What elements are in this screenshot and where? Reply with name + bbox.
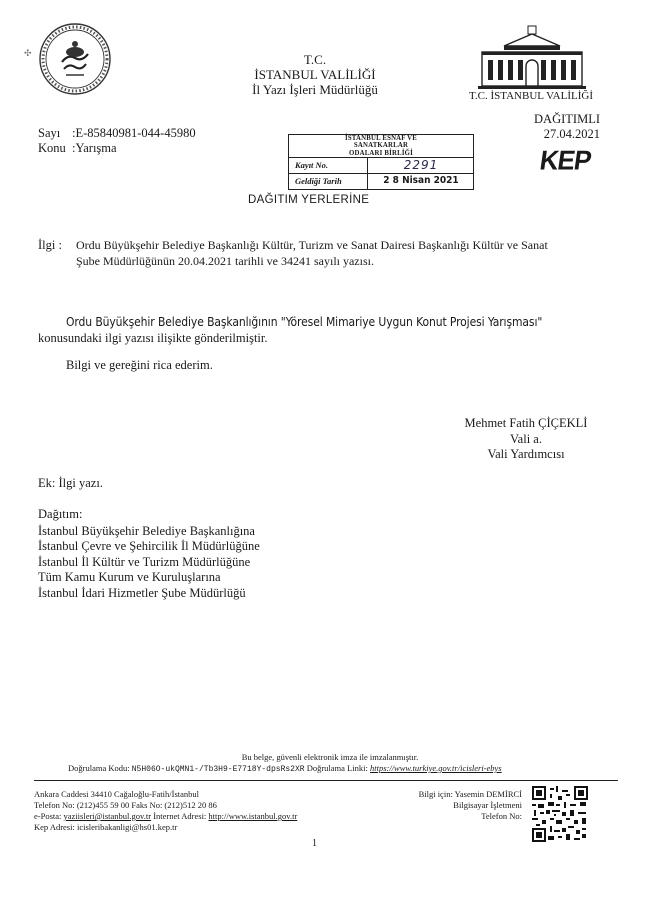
esign-note: Bu belge, güvenli elektronik imza ile imzalanmıştır. xyxy=(241,752,419,762)
verification-code-label: Doğrulama Kodu: xyxy=(68,763,130,773)
building-caption: T.C. İSTANBUL VALİLİĞİ xyxy=(469,90,593,102)
footer-kep: Kep Adresi: icisleribakanligi@hs01.kep.tr xyxy=(34,822,178,832)
sayi-value: :E-85840981-044-45980 xyxy=(72,126,196,140)
mark-icon: ✣ xyxy=(24,48,32,58)
distribution-item: İstanbul Büyükşehir Belediye Başkanlığına xyxy=(38,523,255,538)
signer-name: Mehmet Fatih ÇİÇEKLİ xyxy=(464,416,588,430)
footer-contact xyxy=(34,789,297,833)
qr-code xyxy=(532,786,588,842)
stamp-org-line3: ODALARI BİRLİĞİ xyxy=(349,149,413,157)
footer-info-name: Bilgi için: Yasemin DEMİRCİ xyxy=(418,789,522,799)
body-paragraph-line1: Ordu Büyükşehir Belediye Başkanlığının "Yöresel Mimariye Uygun Konut Projesi Yarışması" xyxy=(66,315,543,329)
header-valilik: İSTANBUL VALİLİĞİ xyxy=(254,67,376,82)
footer-divider xyxy=(34,780,618,781)
document-date: 27.04.2021 xyxy=(543,127,600,141)
footer-address: Ankara Caddesi 34410 Cağaloğlu-Fatih/İstanbul xyxy=(34,789,200,799)
attachment-line: Ek: İlgi yazı. xyxy=(38,476,103,490)
body-paragraph-2: Bilgi ve gereğini rica ederim. xyxy=(66,358,213,372)
header-mudurluk: İl Yazı İşleri Müdürlüğü xyxy=(252,82,378,97)
stamp-geldigi-label: Geldiği Tarih xyxy=(295,176,342,186)
footer-internet-link[interactable]: http://www.istanbul.gov.tr xyxy=(208,811,298,821)
kep-mark: KEP xyxy=(537,144,593,176)
registration-stamp xyxy=(288,134,474,190)
stamp-org-line2: SANATKARLAR xyxy=(353,142,409,150)
footer-internet-label: İnternet Adresi: xyxy=(153,811,207,821)
dagitimli-date xyxy=(500,112,600,142)
footer-email-line xyxy=(34,811,297,822)
footer-info-role: Bilgisayar İşletmeni xyxy=(453,800,522,810)
konu-value: :Yarışma xyxy=(72,141,117,155)
distribution-item: İstanbul İl Kültür ve Turizm Müdürlüğüne xyxy=(38,554,251,569)
verification-line xyxy=(68,763,502,775)
footer-info-phone: Telefon No: xyxy=(481,811,522,821)
building-logo xyxy=(474,24,590,90)
dagitimli-label: DAĞITIMLI xyxy=(534,112,600,126)
stamp-organization xyxy=(289,135,473,158)
stamp-org-line1: İSTANBUL ESNAF VE xyxy=(344,135,418,142)
signature-block xyxy=(446,416,606,463)
signer-title: Vali Yardımcısı xyxy=(487,447,565,461)
page-number: 1 xyxy=(312,838,317,849)
recipient-heading: DAĞITIM YERLERİNE xyxy=(248,194,370,206)
verification-link-label: Doğrulama Linki: xyxy=(306,763,368,773)
stamp-geldigi-value: 2 8 Nisan 2021 xyxy=(383,175,459,186)
letterhead xyxy=(200,52,430,97)
ilgi-line1: Ordu Büyükşehir Belediye Başkanlığı Kültür, Turizm ve Sanat Dairesi Başkanlığı Kültür ve Sanat xyxy=(76,238,548,252)
header-tc: T.C. xyxy=(303,52,327,67)
ilgi-label: İlgi : xyxy=(38,238,62,252)
distribution-heading: Dağıtım: xyxy=(38,507,83,521)
footer-email[interactable]: yaziisleri@istanbul.gov.tr xyxy=(63,811,152,821)
body-paragraph-line2: konusundaki ilgi yazısı ilişikte gönderilmiştir. xyxy=(38,331,268,345)
stamp-kayit-label: Kayıt No. xyxy=(295,160,329,170)
footer-info xyxy=(400,789,522,822)
stamp-kayit-row xyxy=(289,158,473,174)
konu-label: Konu xyxy=(38,141,66,155)
ministry-seal-logo xyxy=(38,22,112,96)
verification-link[interactable]: https://www.turkiye.gov.tr/icisleri-ebys xyxy=(369,763,502,773)
distribution-item: İstanbul İdari Hizmetler Şube Müdürlüğü xyxy=(38,585,246,600)
sayi-label: Sayı xyxy=(38,126,61,140)
verification-code: N5H06O-ukQMN1-/Tb3H9-E7718Y-dpsRs2XR xyxy=(131,765,305,774)
footer-email-label: e-Posta: xyxy=(34,811,62,821)
sayi-line xyxy=(38,126,196,141)
distribution-item: Tüm Kamu Kurum ve Kuruluşlarına xyxy=(38,570,221,584)
distribution-list xyxy=(38,507,260,601)
stamp-kayit-value: 2291 xyxy=(403,158,439,172)
signer-line2: Vali a. xyxy=(510,431,542,446)
footer-phone: Telefon No: (212)455 59 00 Faks No: (212)512 20 86 xyxy=(34,800,217,810)
stamp-geldigi-row xyxy=(289,174,473,189)
ilgi-line2: Şube Müdürlüğünün 20.04.2021 tarihli ve 34241 sayılı yazısı. xyxy=(76,254,374,268)
distribution-item: İstanbul Çevre ve Şehircilik İl Müdürlüğüne xyxy=(38,539,260,553)
konu-line xyxy=(38,141,117,156)
